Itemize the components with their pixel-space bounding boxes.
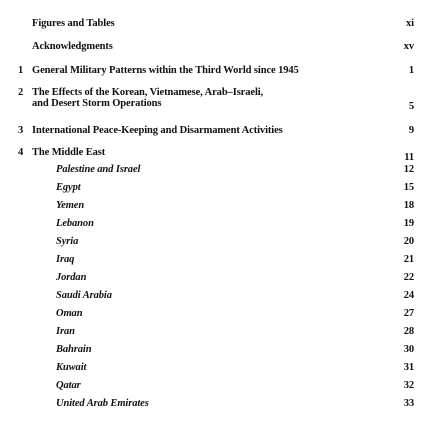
toc-entry-page: 5 [408, 101, 414, 112]
toc-chapter-title: International Peace-Keeping and Disarmament Activities [32, 125, 283, 136]
toc-chapter-title: General Military Patterns within the Third World since 1945 [32, 65, 299, 76]
toc-section-title: Iran [56, 326, 75, 337]
toc-section-title: Egypt [56, 182, 81, 193]
toc-entry-page: 1 [408, 65, 414, 76]
toc-section-title: Jordan [56, 272, 87, 283]
toc-entry-page: 11 [404, 152, 414, 163]
toc-entry-page: 22 [403, 272, 414, 283]
toc-entry-title: Acknowledgments [32, 41, 113, 52]
toc-entry-page: 24 [403, 290, 414, 301]
toc-entry-title: Figures and Tables [32, 18, 115, 29]
toc-entry-page: 27 [403, 308, 414, 319]
toc-entry-page: 32 [403, 380, 414, 391]
toc-entry-page: 9 [408, 125, 414, 136]
toc-entry-page: 20 [403, 236, 414, 247]
toc-entry-page: xv [403, 41, 414, 52]
toc-section-title: Qatar [56, 380, 81, 391]
toc-section-title: Lebanon [56, 218, 94, 229]
toc-chapter-number: 1 [18, 65, 24, 76]
toc-entry-page: 19 [403, 218, 414, 229]
toc-entry-page: 33 [403, 398, 414, 409]
toc-section-title: Yemen [56, 200, 85, 211]
toc-section-title: Kuwait [56, 362, 87, 373]
toc-entry-page: 18 [403, 200, 414, 211]
toc-section-title: United Arab Emirates [56, 398, 149, 409]
toc-entry-page: 28 [403, 326, 414, 337]
toc-chapter-title-line1: The Effects of the Korean, Vietnamese, Arab–Israeli, [32, 87, 264, 98]
toc-entry-page: xi [406, 18, 414, 29]
toc-section-title: Palestine and Israel [56, 164, 141, 175]
toc-section-title: Oman [56, 308, 83, 319]
toc-section-title: Bahrain [56, 344, 92, 355]
toc-entry-page: 30 [403, 344, 414, 355]
toc-entry-page: 21 [403, 254, 414, 265]
toc-chapter-title: The Middle East [32, 147, 106, 158]
toc-chapter-title-line2: and Desert Storm Operations [32, 98, 162, 109]
toc-entry-page: 12 [403, 164, 414, 175]
toc-chapter-number: 2 [18, 87, 24, 98]
toc-chapter-number: 3 [18, 125, 24, 136]
toc-section-title: Syria [56, 236, 79, 247]
toc-section-title: Saudi Arabia [56, 290, 112, 301]
toc-section-title: Iraq [56, 254, 75, 265]
toc-entry-page: 15 [403, 182, 414, 193]
toc-chapter-number: 4 [18, 147, 24, 158]
toc-entry-page: 31 [403, 362, 414, 373]
